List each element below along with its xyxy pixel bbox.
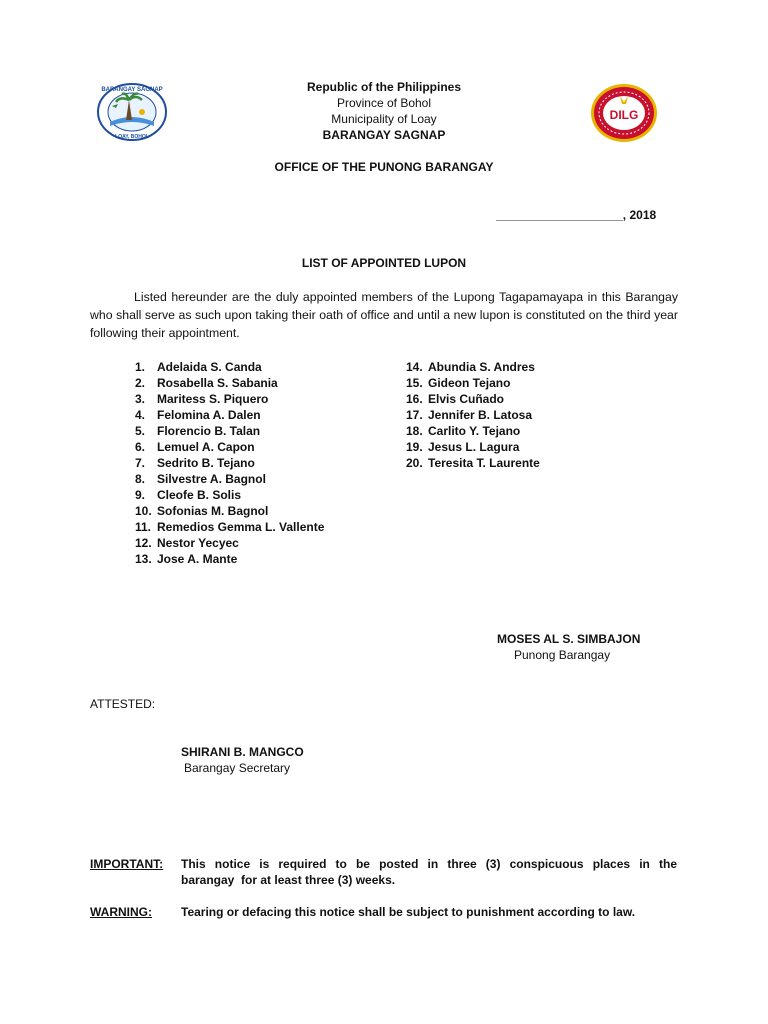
member-number: 16. [406,392,423,406]
member-number: 15. [406,376,423,390]
member-item [406,359,540,375]
member-number: 17. [406,408,423,422]
barangay-line: BARANGAY SAGNAP [322,128,446,142]
member-item [406,391,540,407]
member-item [135,535,324,551]
important-text-line-2: barangay for at least three (3) weeks. [181,873,396,887]
important-label: IMPORTANT: [90,857,164,871]
member-item [135,423,324,439]
member-number: 7. [135,456,146,470]
member-number: 3. [135,392,146,406]
punong-barangay-name: MOSES AL S. SIMBAJON [497,632,641,646]
member-number: 14. [406,360,423,374]
member-name: Teresita T. Laurente [428,456,540,470]
date-line: ___________________, 2018 [496,208,657,222]
member-number: 18. [406,424,423,438]
member-name: Nestor Yecyec [157,536,239,550]
member-number: 1. [135,360,146,374]
member-item [135,551,324,567]
member-number: 11. [135,520,152,534]
member-name: Jennifer B. Latosa [428,408,533,422]
member-name: Lemuel A. Capon [157,440,255,454]
member-name: Jose A. Mante [157,552,238,566]
dilg-text: DILG [609,108,639,122]
seal-bottom-text: LOAY, BOHOL [115,134,149,140]
member-name: Cleofe B. Solis [157,488,242,502]
member-name: Jesus L. Lagura [428,440,520,454]
secretary-name: SHIRANI B. MANGCO [181,745,304,759]
member-item [135,471,324,487]
member-name: Elvis Cuñado [428,392,505,406]
member-number: 2. [135,376,146,390]
member-number: 6. [135,440,146,454]
member-item [406,407,540,423]
member-item [406,423,540,439]
member-number: 10. [135,504,152,518]
office-title: OFFICE OF THE PUNONG BARANGAY [274,160,494,174]
member-name: Florencio B. Talan [157,424,261,438]
member-number: 9. [135,488,146,502]
secretary-title: Barangay Secretary [184,761,291,775]
member-name: Maritess S. Piquero [157,392,269,406]
warning-text: Tearing or defacing this notice shall be subject to punishment according to law. [181,905,636,919]
municipality-line: Municipality of Loay [331,112,437,126]
province-line: Province of Bohol [336,96,432,110]
member-number: 20. [406,456,423,470]
member-number: 8. [135,472,146,486]
member-name: Gideon Tejano [428,376,511,390]
member-item [135,375,324,391]
member-number: 13. [135,552,152,566]
member-item [135,503,324,519]
member-name: Remedios Gemma L. Vallente [157,520,325,534]
member-number: 19. [406,440,423,454]
member-name: Rosabella S. Sabania [157,376,278,390]
document-title: LIST OF APPOINTED LUPON [301,256,467,270]
member-number: 4. [135,408,146,422]
attested-label: ATTESTED: [90,697,156,711]
member-item [135,455,324,471]
member-number: 5. [135,424,146,438]
member-item [135,407,324,423]
member-name: Adelaida S. Canda [157,360,262,374]
member-name: Carlito Y. Tejano [428,424,521,438]
member-item [406,375,540,391]
members-list-column-1 [135,359,324,567]
member-item [406,439,540,455]
member-item [135,519,324,535]
republic-line: Republic of the Philippines [306,80,461,94]
punong-barangay-title: Punong Barangay [514,648,611,662]
intro-paragraph: Listed hereunder are the duly appointed members of the Lupong Tagapamayapa in this Barangay who shall serve as such upon taking their oath of office and until a new lupon is constituted on the third year following their appointment. [90,290,678,340]
member-item [135,391,324,407]
member-name: Silvestre A. Bagnol [157,472,266,486]
members-list-column-2 [406,359,540,471]
member-item [135,359,324,375]
member-item [406,455,540,471]
seal-top-text: BARANGAY SAGNAP [101,87,163,93]
member-name: Sedrito B. Tejano [157,456,255,470]
member-name: Abundia S. Andres [428,360,535,374]
member-item [135,487,324,503]
member-name: Felomina A. Dalen [157,408,261,422]
important-text-line-1: This notice is required to be posted in three (3) conspicuous places in the [181,857,677,871]
member-item [135,439,324,455]
member-name: Sofonias M. Bagnol [157,504,269,518]
member-number: 12. [135,536,152,550]
warning-label: WARNING: [90,905,152,919]
